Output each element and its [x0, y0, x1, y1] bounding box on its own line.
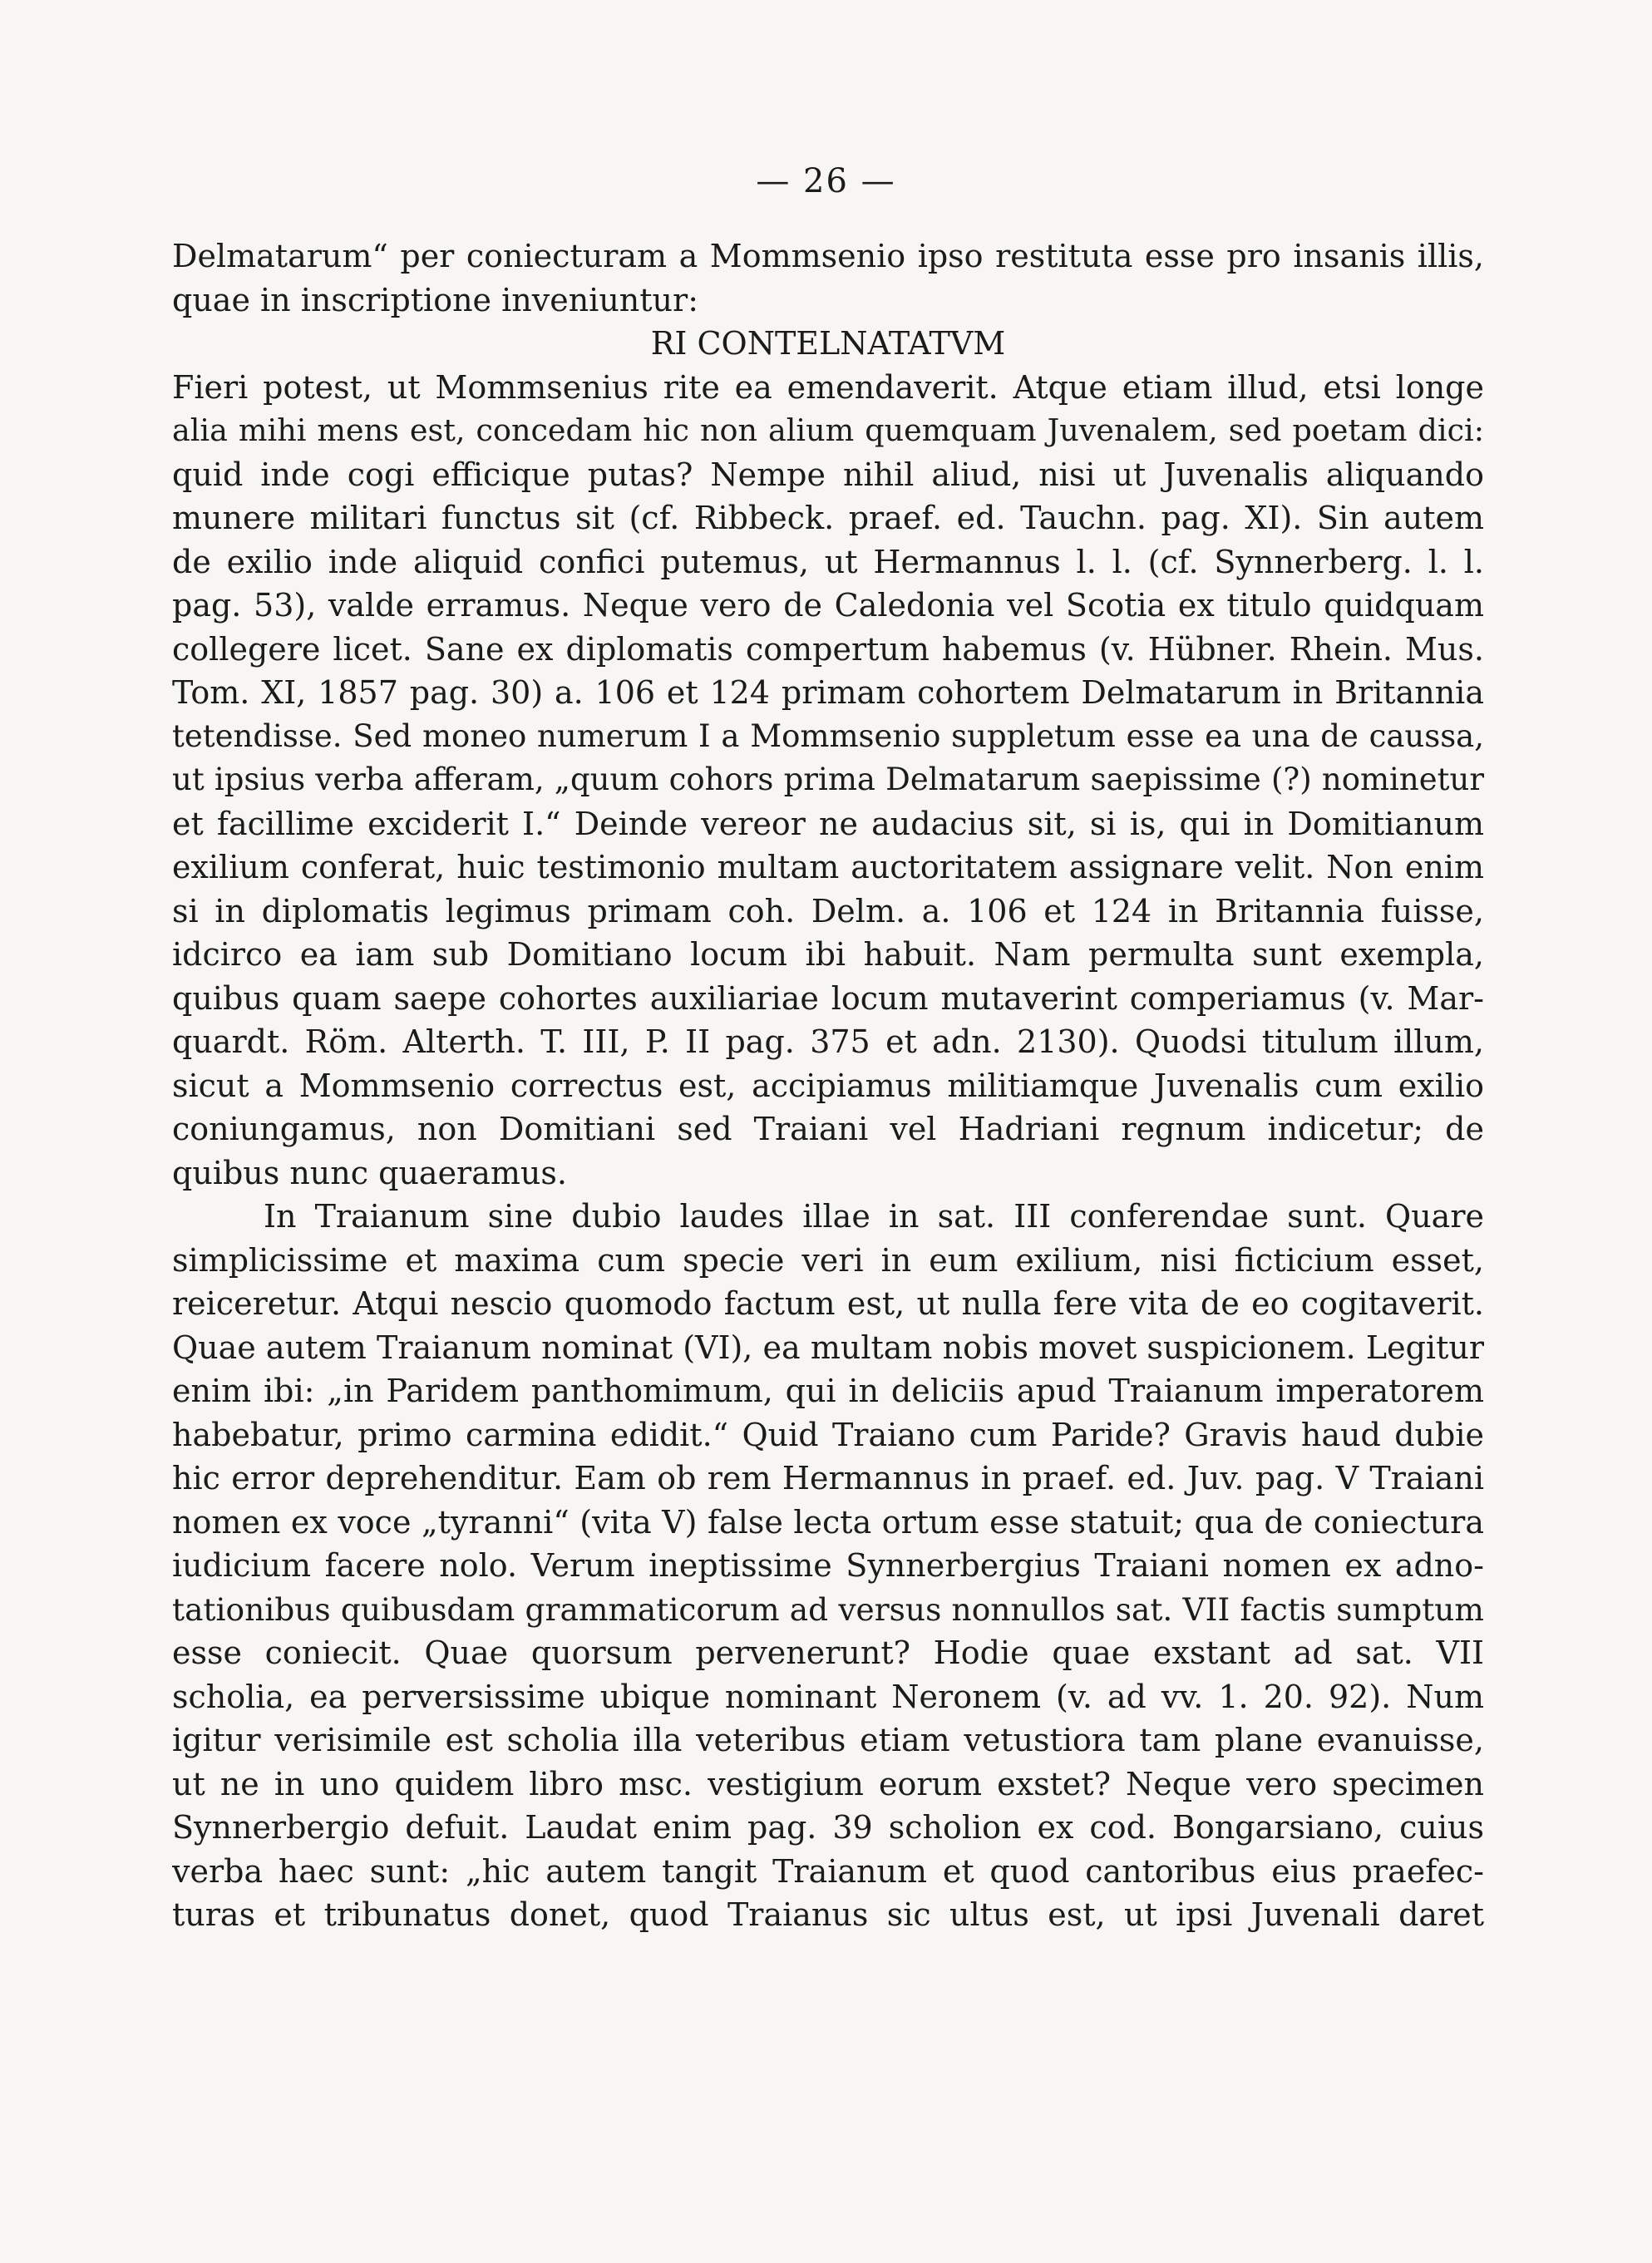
text-line: Delmatarum“ per coniecturam a Mommsenio ipso restituta esse pro insanis illis,: [172, 238, 1484, 274]
text-line: hic error deprehenditur. Eam ob rem Hermannus in praef. ed. Juv. pag. V Traiani: [172, 1460, 1484, 1496]
text-line: Fieri potest, ut Mommsenius rite ea emendaverit. Atque etiam illud, etsi longe: [172, 368, 1484, 406]
text-line: ut ne in uno quidem libro msc. vestigium eorum exstet? Neque vero specimen: [172, 1765, 1484, 1802]
text-line: alia mihi mens est, concedam hic non alium quemquam Juvenalem, sed poetam dici:: [172, 412, 1484, 448]
text-line: reiceretur. Atqui nescio quomodo factum est, ut nulla fere vita de eo cogitaverit.: [172, 1285, 1484, 1322]
text-line: collegere licet. Sane ex diplomatis compertum habemus (v. Hübner. Rhein. Mus.: [172, 630, 1484, 668]
text-line: nomen ex voce „tyranni“ (vita V) false lecta ortum esse statuit; qua de coniectura: [172, 1503, 1484, 1541]
text-line: enim ibi: „in Paridem panthomimum, qui in deliciis apud Traianum imperatorem: [172, 1373, 1484, 1409]
text-line: scholia, ea perversissime ubique nominant Neronem (v. ad vv. 1. 20. 92). Num: [172, 1678, 1484, 1715]
text-line: idcirco ea iam sub Domitiano locum ibi habuit. Nam permulta sunt exempla,: [172, 936, 1484, 973]
inscription-line: RI CONTELNATATVM: [650, 325, 1006, 362]
page-number: — 26 —: [756, 162, 896, 200]
text-line: tationibus quibusdam grammaticorum ad versus nonnullos sat. VII factis sumptum: [172, 1590, 1484, 1628]
text-line: quardt. Röm. Alterth. T. III, P. II pag. 375 et adn. 2130). Quodsi titulum illum,: [172, 1023, 1484, 1060]
text-line: tetendisse. Sed moneo numerum I a Mommsenio suppletum esse ea una de caussa,: [172, 717, 1484, 754]
text-line: turas et tribunatus donet, quod Traianus sic ultus est, ut ipsi Juvenali daret: [172, 1896, 1484, 1933]
paragraph-start-line: In Traianum sine dubio laudes illae in sat. III conferendae sunt. Quare: [264, 1198, 1484, 1235]
text-line: si in diplomatis legimus primam coh. Delm. a. 106 et 124 in Britannia fuisse,: [172, 892, 1484, 929]
text-line: Quae autem Traianum nominat (VI), ea multam nobis movet suspicionem. Legitur: [172, 1329, 1484, 1366]
text-line: iudicium facere nolo. Verum ineptissime Synnerbergius Traiani nomen ex adno-: [172, 1547, 1484, 1584]
text-line: quae in inscriptione inveniuntur:: [172, 281, 698, 318]
text-line: quibus nunc quaeramus.: [172, 1154, 567, 1191]
text-line: habebatur, primo carmina edidit.“ Quid Traiano cum Paride? Gravis haud dubie: [172, 1416, 1484, 1453]
text-line: de exilio inde aliquid confici putemus, ut Hermannus l. l. (cf. Synnerberg. l. l.: [172, 543, 1484, 580]
text-line: ut ipsius verba afferam, „quum cohors prima Delmatarum saepissime (?) nominetur: [172, 762, 1484, 797]
text-line: verba haec sunt: „hic autem tangit Traianum et quod cantoribus eius praefec-: [172, 1852, 1484, 1890]
text-line: munere militari functus sit (cf. Ribbeck. praef. ed. Tauchn. pag. XI). Sin autem: [172, 500, 1484, 536]
text-line: simplicissime et maxima cum specie veri in eum exilium, nisi ficticium esset,: [172, 1241, 1484, 1279]
text-line: coniungamus, non Domitiani sed Traiani vel Hadriani regnum indicetur; de: [172, 1111, 1484, 1147]
text-line: et facillime exciderit I.“ Deinde vereor ne audacius sit, si is, qui in Domitianum: [172, 805, 1484, 842]
text-line: Tom. XI, 1857 pag. 30) a. 106 et 124 primam cohortem Delmatarum in Britannia: [172, 674, 1484, 711]
text-line: sicut a Mommsenio correctus est, accipiamus militiamque Juvenalis cum exilio: [172, 1067, 1484, 1104]
body-text: [172, 234, 1484, 1937]
text-line: pag. 53), valde erramus. Neque vero de Caledonia vel Scotia ex titulo quidquam: [172, 587, 1484, 624]
text-line: Synnerbergio defuit. Laudat enim pag. 39 scholion ex cod. Bongarsiano, cuius: [172, 1809, 1484, 1846]
text-line: esse coniecit. Quae quorsum pervenerunt? Hodie quae exstant ad sat. VII: [172, 1634, 1484, 1671]
text-line: igitur verisimile est scholia illa veteribus etiam vetustiora tam plane evanuisse,: [172, 1722, 1484, 1758]
text-line: exilium conferat, huic testimonio multam auctoritatem assignare velit. Non enim: [172, 849, 1484, 885]
text-line: quibus quam saepe cohortes auxiliariae locum mutaverint comperiamus (v. Mar-: [172, 979, 1484, 1017]
text-line: quid inde cogi efficique putas? Nempe nihil aliud, nisi ut Juvenalis aliquando: [172, 456, 1484, 493]
